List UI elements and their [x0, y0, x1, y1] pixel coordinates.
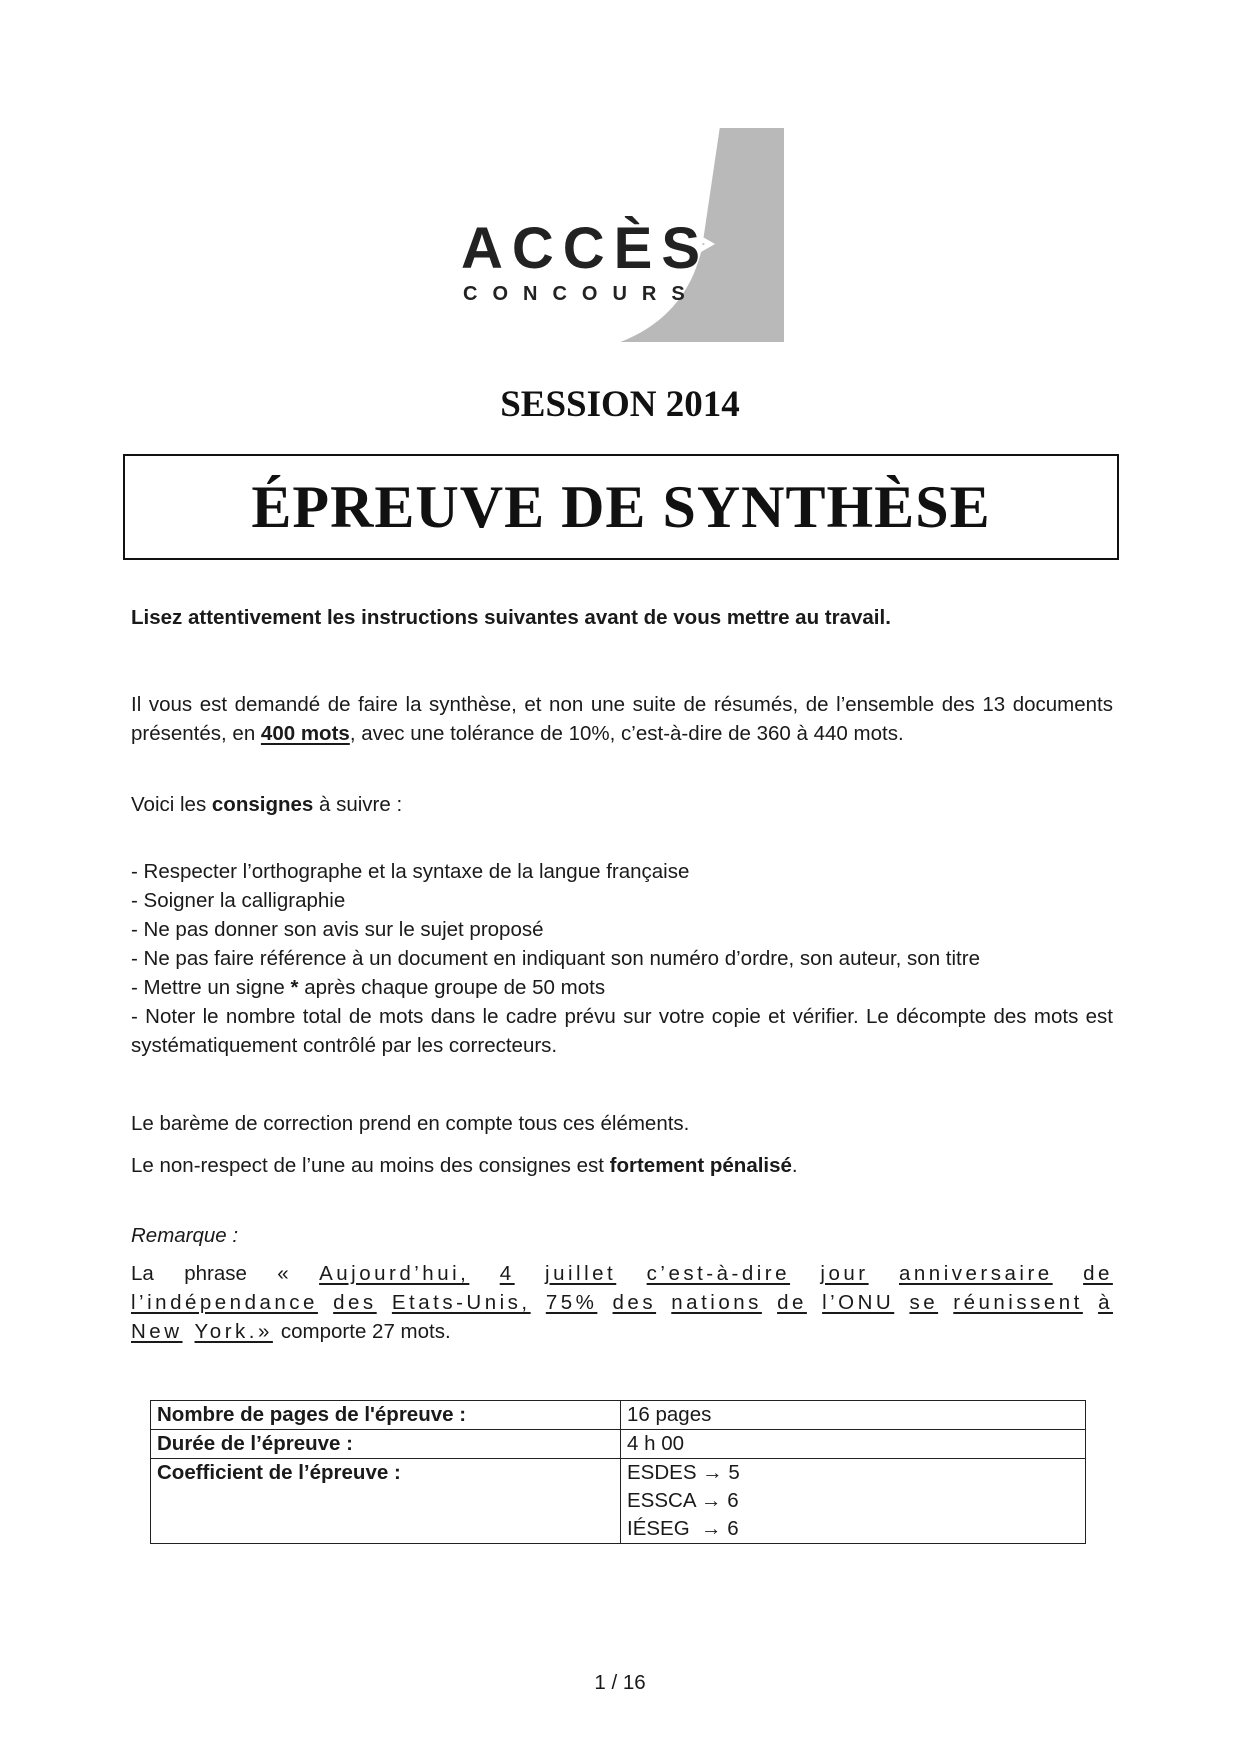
- bareme-text: Le barème de correction prend en compte tous ces éléments.: [131, 1112, 690, 1135]
- item5-after: après chaque groupe de 50 mots: [298, 976, 606, 999]
- table-value: 16 pages: [621, 1401, 1086, 1430]
- remarque-label: Remarque :: [131, 1224, 239, 1247]
- example-word: jour: [820, 1262, 869, 1285]
- consignes-intro: [131, 790, 1113, 819]
- example-word: se: [909, 1291, 939, 1314]
- list-item: [131, 973, 1113, 1002]
- table-row: [151, 1401, 1086, 1430]
- example-line-3: [131, 1317, 1113, 1346]
- table-value: [621, 1459, 1086, 1544]
- example-sentence: [131, 1259, 1113, 1346]
- acces-concours-logo: [455, 128, 785, 343]
- example-word: New: [131, 1320, 183, 1343]
- penalty-before: Le non-respect de l’une au moins des consignes est: [131, 1154, 610, 1177]
- example-word: Etats-Unis,: [391, 1291, 531, 1314]
- list-item: - Noter le nombre total de mots dans le cadre prévu sur votre copie et vérifier. Le décompte des mots est systématiquement contrôlé par les correcteurs.: [131, 1005, 1113, 1057]
- example-line-2: [131, 1288, 1113, 1317]
- example-word: réunissent: [953, 1291, 1083, 1314]
- penalty-text: [131, 1151, 1113, 1180]
- logo-tagline: CONCOURS: [463, 283, 700, 305]
- coefficient-essca: ESSCA → 6: [627, 1489, 739, 1512]
- list-item: - Soigner la calligraphie: [131, 889, 346, 912]
- table-value: 4 h 00: [621, 1430, 1086, 1459]
- example-word: Aujourd’hui,: [319, 1262, 470, 1285]
- title-box: [123, 454, 1119, 560]
- coefficient-ieseg: IÉSEG → 6: [627, 1517, 739, 1540]
- list-item: - Ne pas faire référence à un document en indiquant son numéro d’ordre, son auteur, son titre: [131, 947, 980, 970]
- example-word: c’est-à-dire: [646, 1262, 791, 1285]
- example-word: anniversaire: [899, 1262, 1053, 1285]
- example-word: de: [1083, 1262, 1113, 1285]
- example-word: phrase: [184, 1262, 247, 1285]
- para1-after: , avec une tolérance de 10%, c’est-à-dire de 360 à 440 mots.: [349, 722, 904, 745]
- item5-before: - Mettre un signe: [131, 976, 291, 999]
- table-row: [151, 1430, 1086, 1459]
- example-word: l’ONU: [822, 1291, 895, 1314]
- example-tail: comporte 27 mots.: [280, 1320, 451, 1343]
- example-line-1: [131, 1259, 1113, 1288]
- instructions-paragraph: [131, 690, 1113, 748]
- consignes-list: [131, 857, 1113, 1060]
- example-word: 4: [499, 1262, 515, 1285]
- example-word: York.»: [194, 1320, 273, 1343]
- table-label: Nombre de pages de l'épreuve :: [151, 1401, 621, 1430]
- session-heading: SESSION 2014: [500, 384, 740, 425]
- table-label: Coefficient de l’épreuve :: [151, 1459, 621, 1544]
- example-word: La: [131, 1262, 154, 1285]
- example-word: de: [777, 1291, 807, 1314]
- example-word: 75%: [545, 1291, 598, 1314]
- example-word: nations: [671, 1291, 762, 1314]
- example-word: à: [1098, 1291, 1113, 1314]
- list-item: - Respecter l’orthographe et la syntaxe de la langue française: [131, 860, 690, 883]
- table-label: Durée de l’épreuve :: [151, 1430, 621, 1459]
- table-row: [151, 1459, 1086, 1544]
- intro-text: Lisez attentivement les instructions suivantes avant de vous mettre au travail.: [131, 606, 891, 629]
- penalty-after: .: [791, 1154, 798, 1177]
- item5-bold: *: [290, 976, 299, 999]
- list-item: - Ne pas donner son avis sur le sujet proposé: [131, 918, 544, 941]
- consignes-intro-bold: consignes: [211, 793, 314, 816]
- word-limit: 400 mots: [260, 722, 350, 745]
- logo-brand: ACCÈS: [461, 216, 710, 281]
- example-word: juillet: [545, 1262, 617, 1285]
- example-word: des: [333, 1291, 377, 1314]
- example-word: des: [612, 1291, 657, 1314]
- penalty-bold: fortement pénalisé: [609, 1154, 792, 1177]
- page-title: ÉPREUVE DE SYNTHÈSE: [251, 473, 991, 540]
- exam-info-table: [150, 1400, 1086, 1544]
- example-word: l’indépendance: [131, 1291, 318, 1314]
- page-number: 1 / 16: [594, 1671, 646, 1694]
- consignes-intro-after: à suivre :: [313, 793, 403, 816]
- coefficient-esdes: ESDES → 5: [627, 1461, 740, 1484]
- para1-before: Il vous est demandé de faire la synthèse, et non une suite de résumés, de l’ensemble des 13 documents présentés, en: [131, 693, 1113, 745]
- example-word: «: [277, 1262, 289, 1285]
- consignes-intro-before: Voici les: [131, 793, 212, 816]
